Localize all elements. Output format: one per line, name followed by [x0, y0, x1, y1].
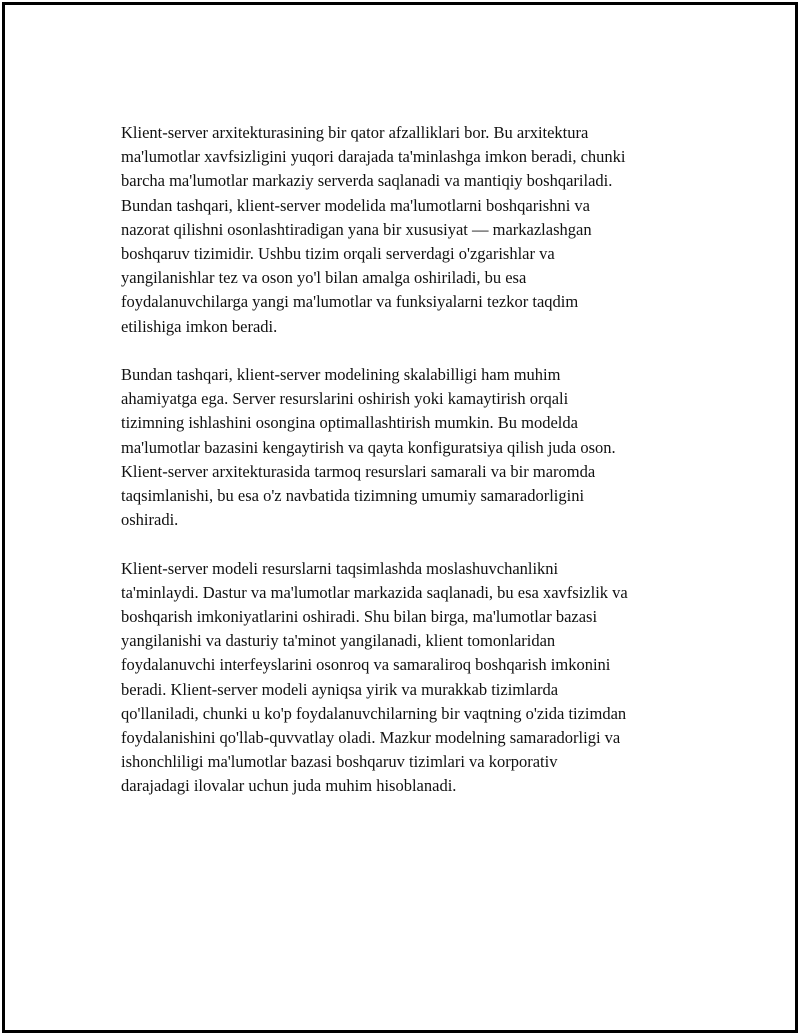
- text-line: barcha ma'lumotlar markaziy serverda saqlanadi va mantiqiy boshqariladi.: [121, 171, 613, 191]
- paragraph-1: [121, 121, 701, 339]
- text-line: ahamiyatga ega. Server resurslarini oshirish yoki kamaytirish orqali: [121, 389, 569, 409]
- text-line: yangilanishlar tez va oson yo'l bilan amalga oshiriladi, bu esa: [121, 268, 527, 288]
- text-line: boshqaruv tizimidir. Ushbu tizim orqali serverdagi o'zgarishlar va: [121, 244, 555, 264]
- text-line: yangilanishi va dasturiy ta'minot yangilanadi, klient tomonlaridan: [121, 631, 556, 651]
- text-line: oshiradi.: [121, 510, 179, 530]
- text-line: nazorat qilishni osonlashtiradigan yana bir xususiyat — markazlashgan: [121, 219, 592, 239]
- text-line: Bundan tashqari, klient-server modelida ma'lumotlarni boshqarishni va: [121, 195, 590, 215]
- text-line: beradi. Klient-server modeli ayniqsa yirik va murakkab tizimlarda: [121, 679, 559, 699]
- paragraph-3: [121, 557, 701, 799]
- document-body: [121, 121, 701, 823]
- text-line: ma'lumotlar bazasini kengaytirish va qayta konfiguratsiya qilish juda oson.: [121, 437, 616, 457]
- text-line: ishonchliligi ma'lumotlar bazasi boshqaruv tizimlari va korporativ: [121, 752, 558, 772]
- text-line: foydalanishini qo'llab-quvvatlay oladi. Mazkur modelning samaradorligi va: [121, 728, 621, 748]
- text-line: boshqarish imkoniyatlarini oshiradi. Shu bilan birga, ma'lumotlar bazasi: [121, 607, 598, 627]
- text-line: taqsimlanishi, bu esa o'z navbatida tizimning umumiy samaradorligini: [121, 486, 585, 506]
- text-line: foydalanuvchi interfeyslarini osonroq va samaraliroq boshqarish imkonini: [121, 655, 611, 675]
- text-line: darajadagi ilovalar uchun juda muhim hisoblanadi.: [121, 776, 457, 796]
- text-line: Klient-server modeli resurslarni taqsimlashda moslashuvchanlikni: [121, 558, 559, 578]
- text-line: ta'minlaydi. Dastur va ma'lumotlar markazida saqlanadi, bu esa xavfsizlik va: [121, 582, 628, 602]
- text-line: tizimning ishlashini osongina optimallashtirish mumkin. Bu modelda: [121, 413, 578, 433]
- text-line: qo'llaniladi, chunki u ko'p foydalanuvchilarning bir vaqtning o'zida tizimdan: [121, 703, 627, 723]
- text-line: ma'lumotlar xavfsizligini yuqori darajada ta'minlashga imkon beradi, chunki: [121, 147, 626, 167]
- text-line: etilishiga imkon beradi.: [121, 316, 278, 336]
- text-line: foydalanuvchilarga yangi ma'lumotlar va funksiyalarni tezkor taqdim: [121, 292, 579, 312]
- text-line: Klient-server arxitekturasining bir qator afzalliklari bor. Bu arxitektura: [121, 123, 589, 142]
- text-line: Klient-server arxitekturasida tarmoq resurslari samarali va bir maromda: [121, 461, 596, 481]
- page-frame: [2, 2, 798, 1033]
- paragraph-2: [121, 363, 701, 532]
- text-line: Bundan tashqari, klient-server modelining skalabilligi ham muhim: [121, 365, 561, 385]
